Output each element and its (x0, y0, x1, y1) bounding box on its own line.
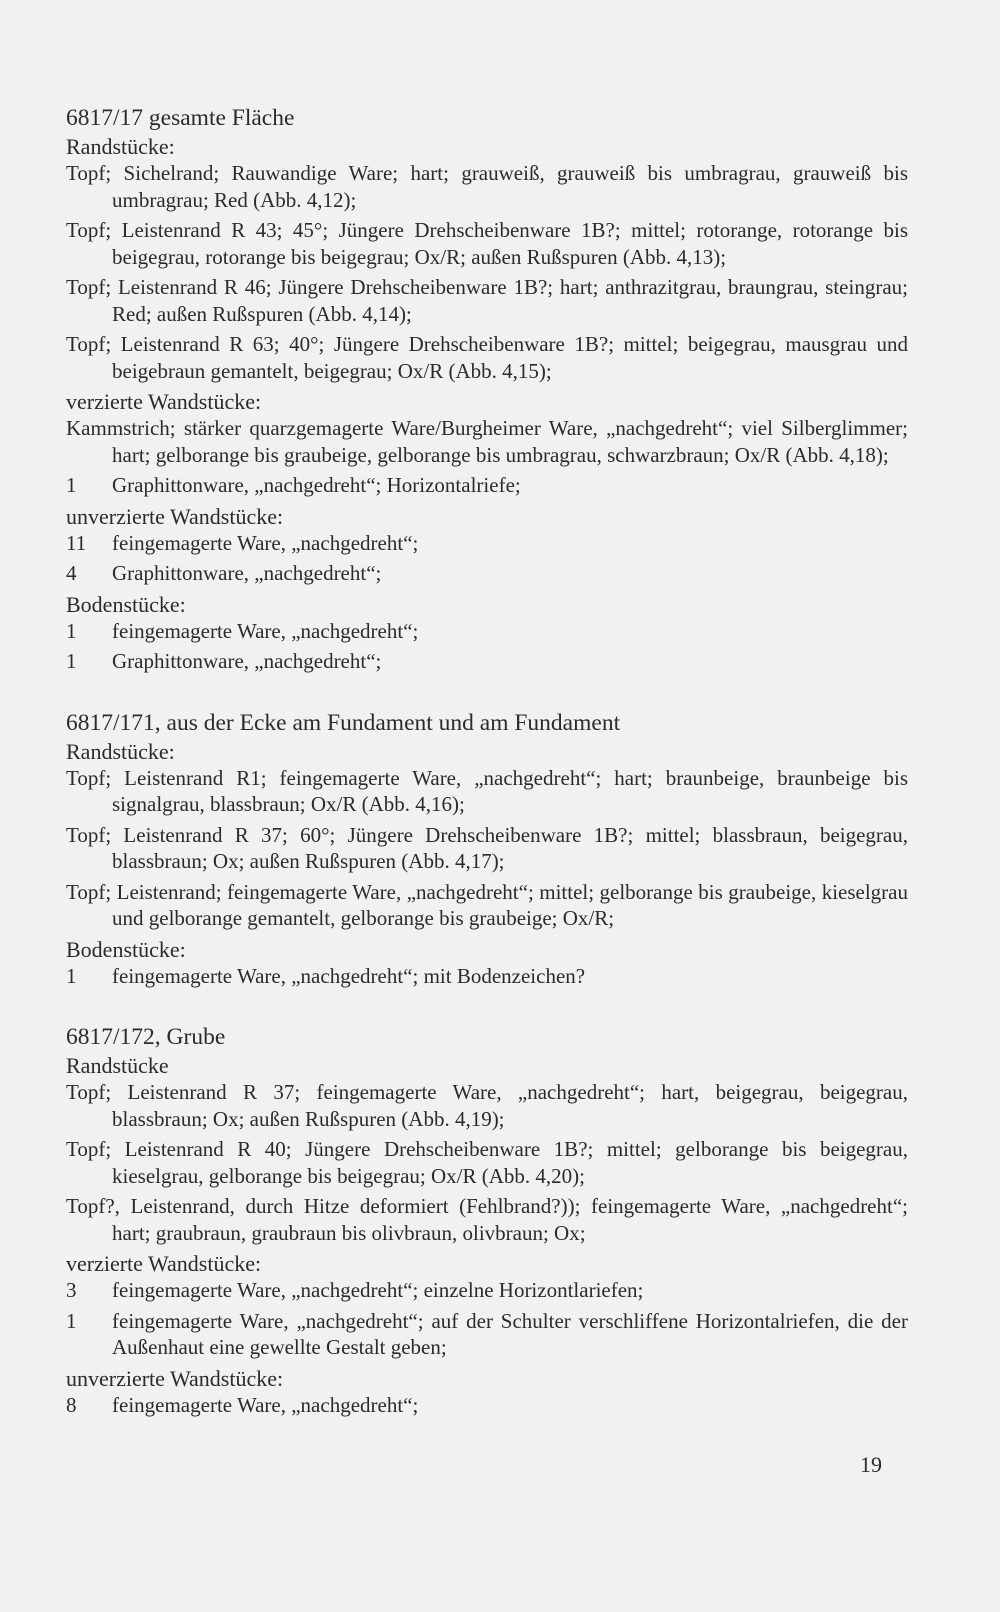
count-item (66, 472, 908, 499)
group-heading: verzierte Wandstücke: (66, 1251, 262, 1276)
find-section (66, 104, 908, 675)
group-heading: verzierte Wandstücke: (66, 389, 262, 414)
find-entry: Topf; Leistenrand R 40; Jüngere Drehscheibenware 1B?; mittel; gelborange bis beigegrau, kieselgrau, gelborange bis beigegrau; Ox/R (Abb. 4,20); (66, 1137, 908, 1188)
count-item (66, 1277, 908, 1304)
count-item (66, 618, 908, 645)
page-number: 19 (860, 1452, 882, 1477)
item-count: 8 (66, 1392, 77, 1417)
item-count: 1 (66, 618, 77, 643)
item-text: Graphittonware, „nachgedreht“; (112, 561, 382, 585)
group-heading: Bodenstücke: (66, 936, 186, 962)
group-heading: Randstücke: (66, 134, 175, 159)
section-title: 6817/172, Grube (66, 1024, 226, 1050)
item-text: feingemagerte Ware, „nachgedreht“; (112, 1392, 419, 1417)
find-entry: Kammstrich; stärker quarzgemagerte Ware/Burgheimer Ware, „nachgedreht“; viel Silberglimmer; hart; gelborange bis graubeige, gelborange bis umbragrau, schwarzbraun; Ox/R (Abb. 4,18); (66, 416, 908, 467)
find-entry: Topf?, Leistenrand, durch Hitze deformiert (Fehlbrand?)); feingemagerte Ware, „nachgedreht“; hart; graubraun, graubraun bis olivbraun, olivbraun; Ox; (66, 1194, 908, 1245)
item-count: 1 (66, 473, 77, 497)
group-heading: unverzierte Wandstücke: (66, 503, 284, 529)
item-count: 1 (66, 649, 77, 673)
item-text: feingemagerte Ware, „nachgedreht“; (112, 618, 419, 643)
page-body (66, 104, 908, 1452)
group-heading: unverzierte Wandstücke: (66, 1365, 284, 1391)
find-entry: Topf; Leistenrand R 37; 60°; Jüngere Drehscheibenware 1B?; mittel; blassbraun, beigegrau, blassbraun; Ox; außen Rußspuren (Abb. 4,17); (66, 822, 908, 873)
find-section (66, 1023, 908, 1418)
item-text: feingemagerte Ware, „nachgedreht“; einzelne Horizontlariefen; (112, 1278, 644, 1302)
find-entry: Topf; Leistenrand R 43; 45°; Jüngere Drehscheibenware 1B?; mittel; rotorange, rotorange bis beigegrau, rotorange bis beigegrau; Ox/R; außen Rußspuren (Abb. 4,13); (66, 218, 908, 269)
section-title: 6817/17 gesamte Fläche (66, 105, 295, 131)
item-count: 1 (66, 963, 77, 988)
find-section (66, 709, 908, 990)
find-entry: Topf; Leistenrand R 46; Jüngere Drehscheibenware 1B?; hart; anthrazitgrau, braungrau, steingrau; Red; außen Rußspuren (Abb. 4,14); (66, 275, 908, 326)
group-heading: Randstücke (66, 1053, 169, 1078)
section-title: 6817/171, aus der Ecke am Fundament und am Fundament (66, 709, 621, 736)
count-item (66, 1308, 908, 1361)
item-text: Graphittonware, „nachgedreht“; Horizontalriefe; (112, 473, 521, 497)
group-heading: Bodenstücke: (66, 591, 186, 617)
item-text: feingemagerte Ware, „nachgedreht“; auf der Schulter verschliffene Horizontalriefen, die der Außenhaut eine gewellte Gestalt geben; (112, 1308, 908, 1359)
item-count: 3 (66, 1278, 77, 1302)
item-text: Graphittonware, „nachgedreht“; (112, 649, 382, 673)
find-entry: Topf; Leistenrand R1; feingemagerte Ware, „nachgedreht“; hart; braunbeige, braunbeige bis signalgrau, blassbraun; Ox/R (Abb. 4,16); (66, 765, 908, 816)
find-entry: Topf; Leistenrand; feingemagerte Ware, „nachgedreht“; mittel; gelborange bis graubeige, kieselgrau und gelborange gemantelt, gelborange bis graubeige; Ox/R; (66, 879, 908, 930)
count-item (66, 560, 908, 587)
find-entry: Topf; Leistenrand R 63; 40°; Jüngere Drehscheibenware 1B?; mittel; beigegrau, mausgrau und beigebraun gemantelt, beigegrau; Ox/R (Abb. 4,15); (66, 332, 908, 383)
item-text: feingemagerte Ware, „nachgedreht“; mit Bodenzeichen? (112, 963, 586, 988)
item-count: 11 (66, 530, 87, 555)
item-text: feingemagerte Ware, „nachgedreht“; (112, 530, 419, 555)
count-item (66, 963, 908, 990)
count-item (66, 1392, 908, 1419)
find-entry: Topf; Sichelrand; Rauwandige Ware; hart; grauweiß, grauweiß bis umbragrau, grauweiß bis umbragrau; Red (Abb. 4,12); (66, 161, 908, 212)
find-entry: Topf; Leistenrand R 37; feingemagerte Ware, „nachgedreht“; hart, beigegrau, beigegrau, blassbraun; Ox; außen Rußspuren (Abb. 4,19); (66, 1080, 908, 1131)
item-count: 1 (66, 1308, 77, 1333)
group-heading: Randstücke: (66, 738, 175, 764)
item-count: 4 (66, 561, 77, 585)
count-item (66, 530, 908, 557)
count-item (66, 648, 908, 675)
